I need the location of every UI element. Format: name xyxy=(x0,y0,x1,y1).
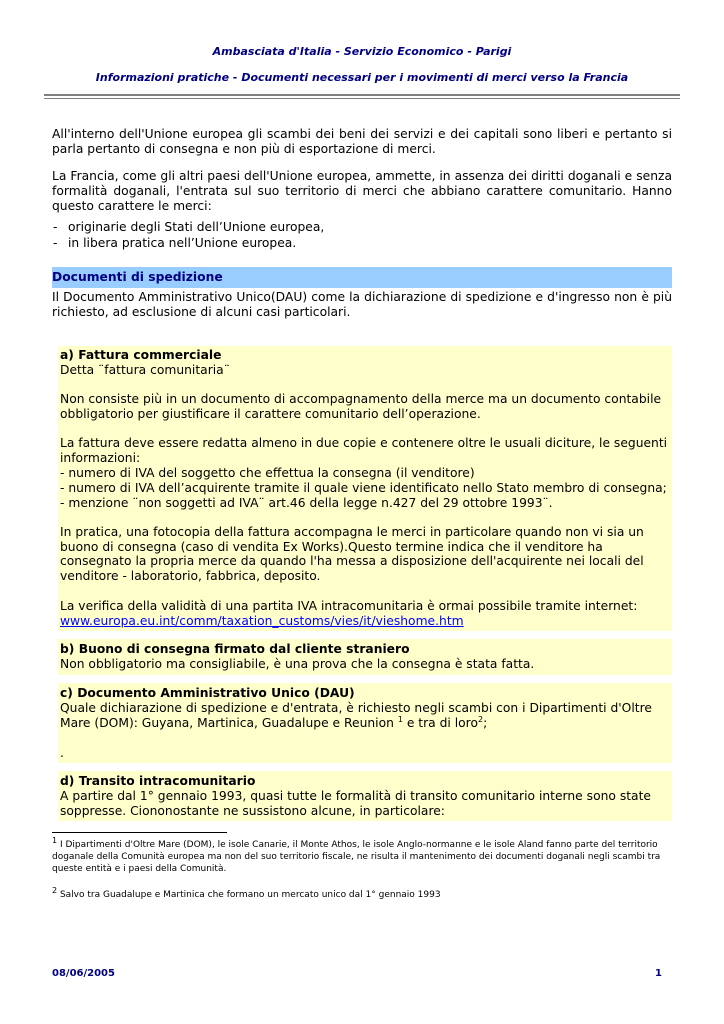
section-title: Documenti di spedizione xyxy=(52,270,223,284)
intro-paragraph-1: All'interno dell'Unione europea gli scambi dei beni dei servizi e dei capitali sono liberi e pertanto si parla pertanto di consegna e non più di esportazione di merci. xyxy=(52,127,672,156)
box-c-line-2: Mare (DOM): Guyana, Martinica, Guadalupe e Reunion $^1$ e tra di loro$^2$; xyxy=(60,714,488,730)
header-rule-thin xyxy=(44,98,680,99)
intro-bullet-list xyxy=(52,219,672,251)
section-paragraph: Il Documento Amministrativo Unico(DAU) come la dichiarazione di spedizione e d'ingresso non è più richiesto, ad esclusione di alcuni casi particolari. xyxy=(52,290,672,319)
footnote-1: $^1$ I Dipartimenti d'Oltre Mare (DOM), le isole Canarie, il Monte Athos, le isole Anglo-normanne e le isole Aland fanno parte del territorio doganale della Comunità europea ma non del suo territorio fiscale, ne risulta il mantenimento dei documenti doganali negli scambi tra queste entità e i paesi della Comunità. xyxy=(52,836,661,874)
footnote-2: $^2$ Salvo tra Guadalupe e Martinica che formano un mercato unico dal 1° gennaio 1993 xyxy=(52,886,441,900)
header-line-1: Ambasciata d'Italia - Servizio Economico - Parigi xyxy=(212,45,512,58)
box-a-paragraph-2-line-1: La fattura deve essere redatta almeno in due copie e contenere oltre le usuali diciture, le seguenti xyxy=(60,436,668,450)
box-b-title: b) Buono di consegna firmato dal cliente straniero xyxy=(60,642,410,656)
footer-date: 08/06/2005 xyxy=(52,968,115,979)
header-rule-thick xyxy=(44,94,680,96)
box-a-paragraph-2-line-2: informazioni: xyxy=(60,451,141,465)
box-a-item-1: - numero di IVA del soggetto che effettua la consegna (il venditore) xyxy=(60,466,475,480)
bullet-item: - originarie degli Stati dell’Unione europea, xyxy=(52,219,672,235)
vies-link[interactable]: www.europa.eu.int/comm/taxation_customs/vies/it/vieshome.htm xyxy=(60,614,464,628)
footnote-separator xyxy=(52,832,227,833)
footnote-ref-2[interactable]: 2 xyxy=(478,714,484,724)
footnote-ref-1[interactable]: 1 xyxy=(397,714,403,724)
bullet-item: - in libera pratica nell’Unione europea. xyxy=(52,235,672,251)
box-c-dot: . xyxy=(60,746,64,760)
box-d-title: d) Transito intracomunitario xyxy=(60,774,256,788)
box-c-line-1: Quale dichiarazione di spedizione e d'entrata, è richiesto negli scambi con i Dipartimenti d'Oltre xyxy=(60,701,652,715)
header-line-2: Informazioni pratiche - Documenti necessari per i movimenti di merci verso la Francia xyxy=(95,71,629,84)
box-a-item-2: - numero di IVA dell’acquirente tramite il quale viene identificato nello Stato membro di consegna; xyxy=(60,481,667,495)
box-a-title: a) Fattura commerciale xyxy=(60,348,222,362)
box-c-title: c) Documento Amministrativo Unico (DAU) xyxy=(60,686,355,700)
box-a-item-3: - menzione ¨non soggetti ad IVA¨ art.46 della legge n.427 del 29 ottobre 1993¨. xyxy=(60,496,553,510)
box-d-text: A partire dal 1° gennaio 1993, quasi tutte le formalità di transito comunitario interne sono state soppresse. Ciononostante ne sussistono alcune, in particolare: xyxy=(60,789,651,818)
intro-paragraph-2: La Francia, come gli altri paesi dell'Unione europea, ammette, in assenza dei diritti doganali e senza formalità doganali, l'entrata sul suo territorio di merci che abbiano carattere comunitario. Hanno questo carattere le merci: xyxy=(52,169,672,213)
box-a-paragraph-1: Non consiste più in un documento di accompagnamento della merce ma un documento contabile obbligatorio per giustificare il carattere comunitario dell’operazione. xyxy=(60,392,662,421)
box-a-paragraph-3: In pratica, una fotocopia della fattura accompagna le merci in particolare quando non vi sia un buono di consegna (caso di vendita Ex Works).Questo termine indica che il venditore ha consegnato la propria merce da quando l'ha messa a disposizione dell'acquirente nei locali del venditore - laboratorio, fabbrica, deposito. xyxy=(60,525,644,583)
page-number: 1 xyxy=(655,968,662,979)
box-a-subtitle: Detta ¨fattura comunitaria¨ xyxy=(60,363,230,377)
box-a-paragraph-4: La verifica della validità di una partita IVA intracomunitaria è ormai possibile tramite internet: xyxy=(60,599,638,613)
box-b-text: Non obbligatorio ma consigliabile, è una prova che la consegna è stata fatta. xyxy=(60,657,535,671)
